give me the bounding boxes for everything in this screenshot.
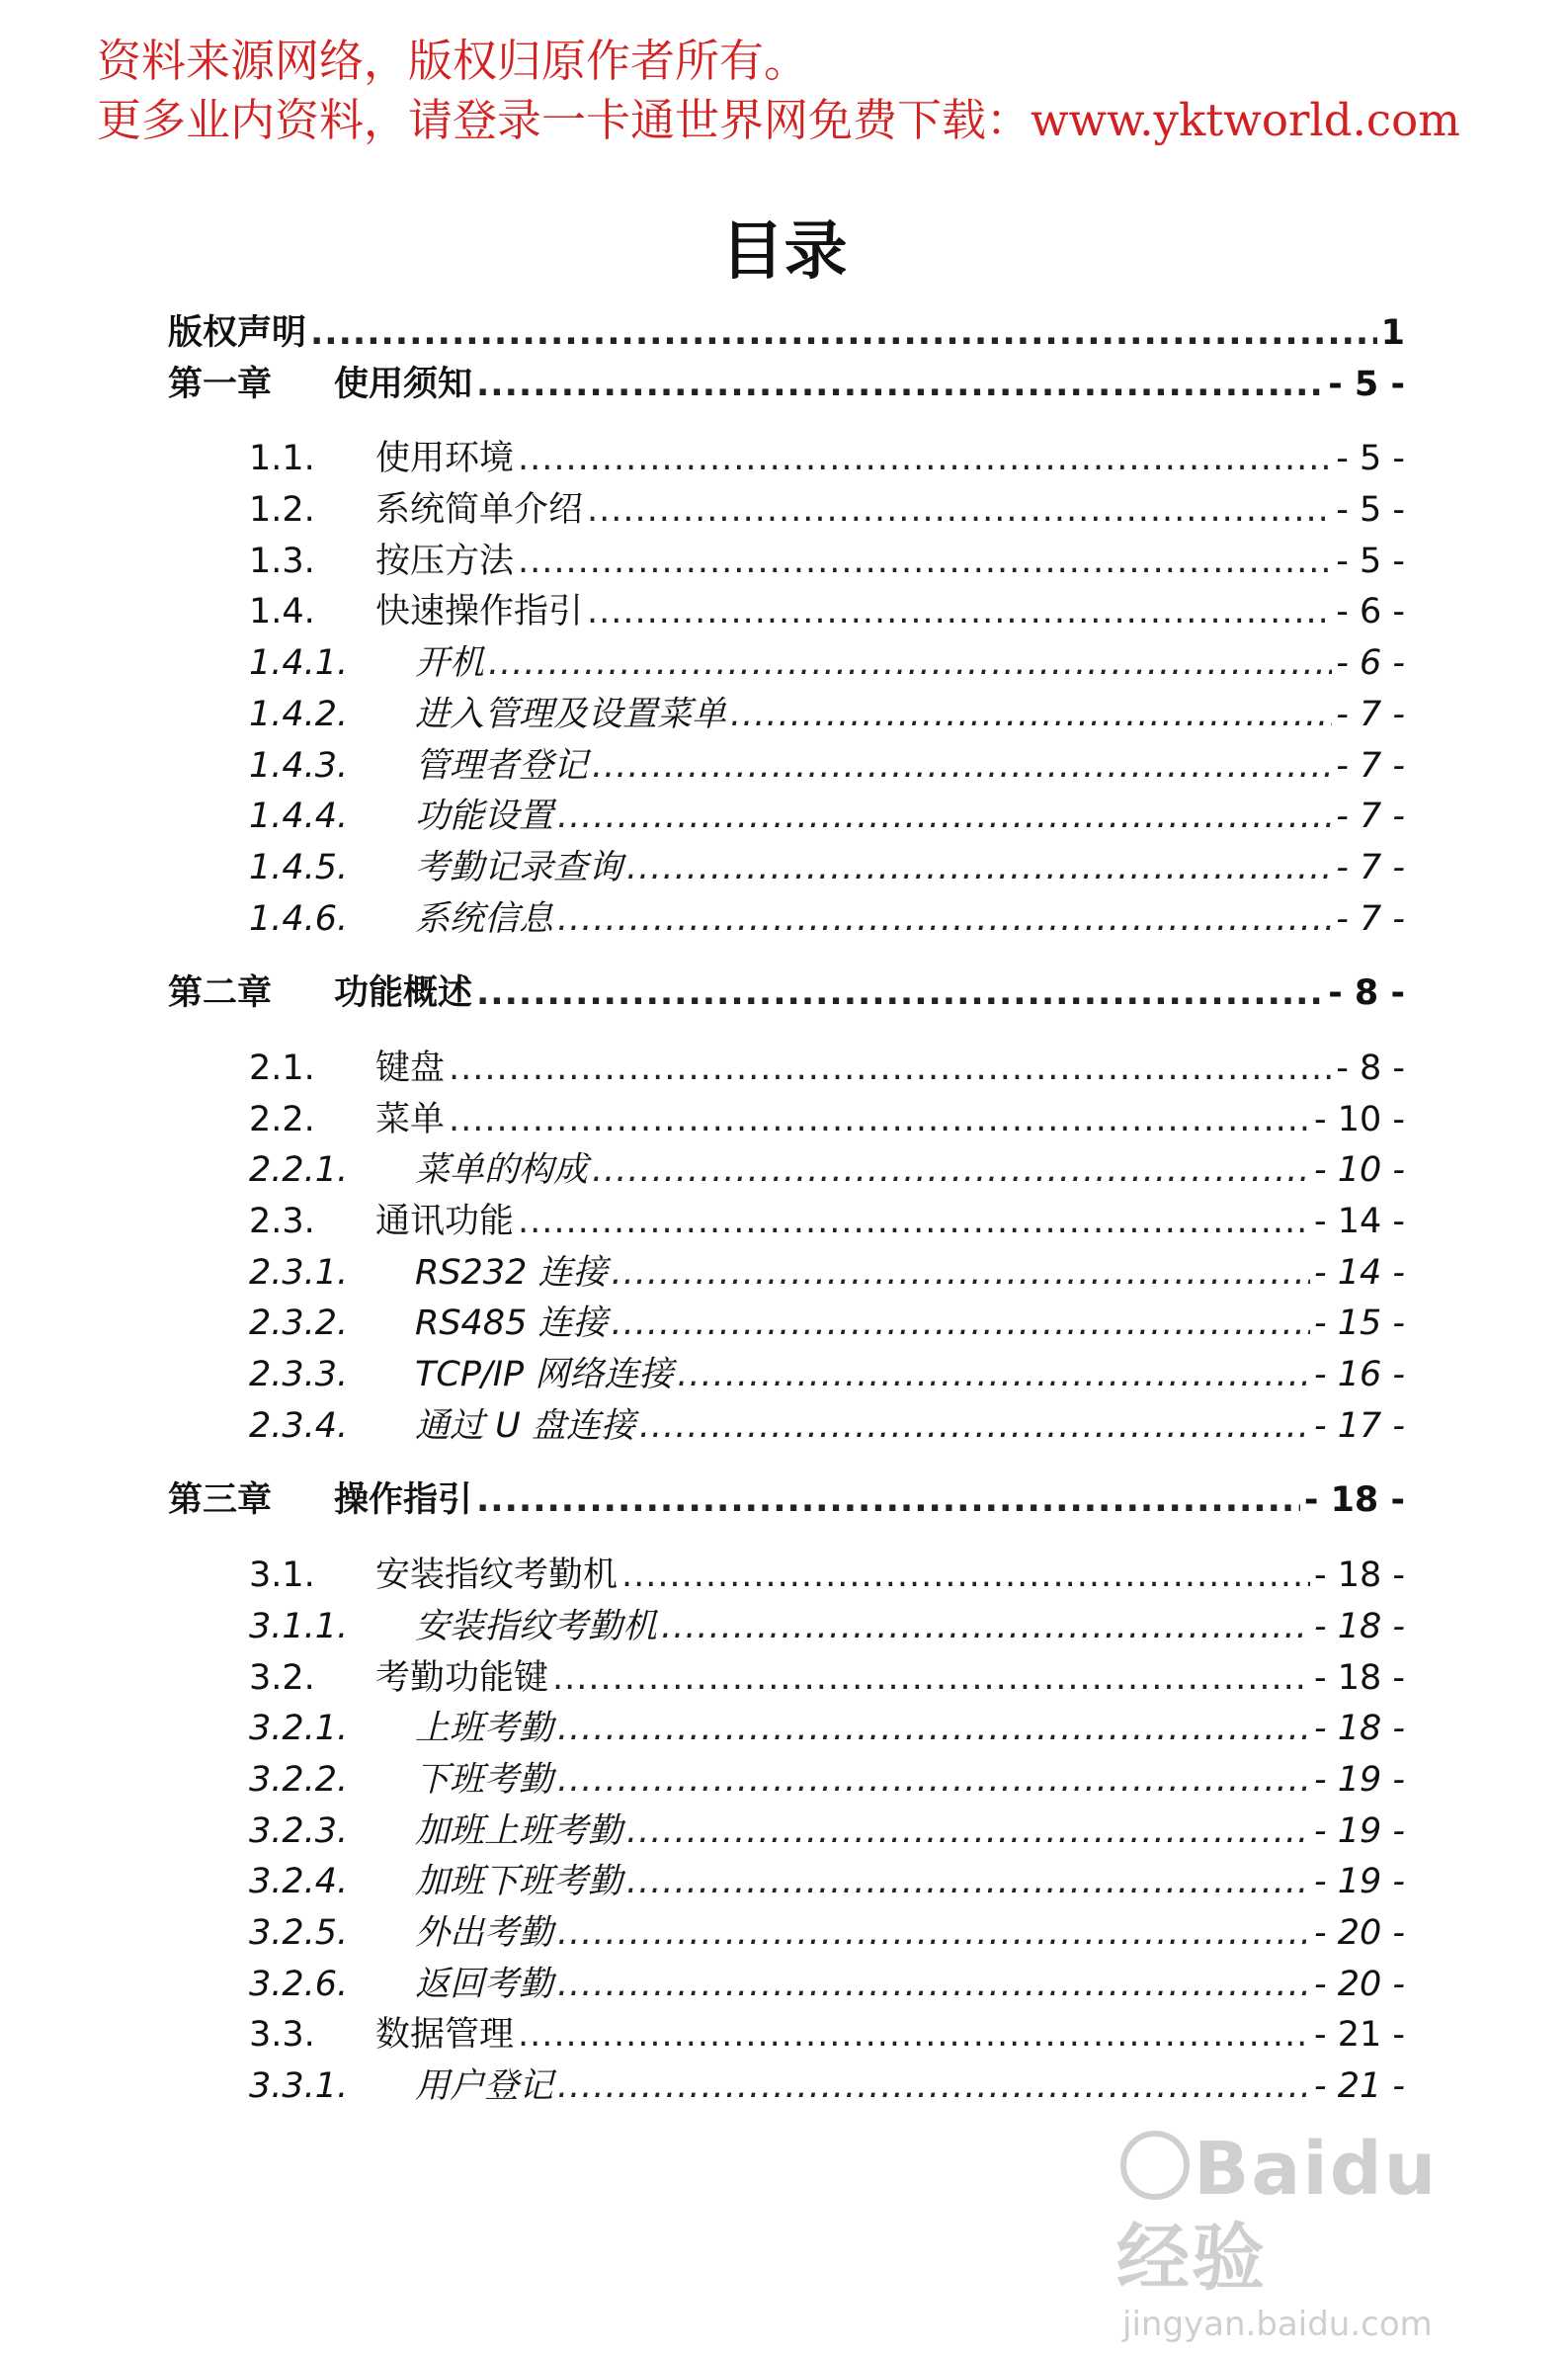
toc-entry[interactable] — [168, 1857, 1405, 1908]
toc-entry-number: 2.3.2. — [249, 1303, 349, 1344]
toc-entry-page: - 7 - — [1336, 745, 1405, 786]
toc-leader-dots — [310, 308, 1377, 360]
toc-entry-number: 第一章 — [168, 364, 273, 404]
toc-entry-page: - 18 - — [1313, 1555, 1405, 1596]
toc-entry-label: 菜单的构成 — [415, 1150, 589, 1191]
toc-entry-number: 3.1. — [249, 1555, 315, 1596]
toc-entry[interactable] — [168, 792, 1405, 843]
toc-leader-dots — [449, 1044, 1332, 1095]
toc-entry-label: 功能设置 — [415, 797, 554, 837]
toc-entry[interactable] — [168, 1095, 1405, 1146]
toc-entry-number: 1.4.4. — [249, 797, 349, 837]
toc-entry-page: - 7 - — [1336, 847, 1405, 887]
toc-entry-label: 功能概述 — [334, 973, 473, 1014]
toc-entry-page: - 19 - — [1313, 1810, 1405, 1851]
toc-entry[interactable] — [168, 1299, 1405, 1350]
toc-leader-dots — [626, 843, 1332, 894]
toc-entry[interactable] — [168, 1755, 1405, 1807]
toc-entry-page: 1 — [1380, 313, 1405, 353]
toc-entry-page: - 5 - — [1328, 364, 1405, 404]
toc-entry-number: 1.4. — [249, 592, 315, 632]
toc-entry-number: 3.1.1. — [249, 1606, 349, 1646]
toc-leader-dots — [592, 1145, 1310, 1197]
toc-entry-page: - 19 - — [1313, 1862, 1405, 1902]
toc-leader-dots — [518, 2010, 1310, 2061]
toc-entry[interactable] — [168, 1248, 1405, 1300]
source-notice — [97, 32, 1520, 150]
toc-entry-number: 1.4.6. — [249, 898, 349, 939]
toc-entry-number: 2.3.4. — [249, 1405, 349, 1446]
toc-entry[interactable] — [168, 1401, 1405, 1453]
toc-entry-number: 2.3. — [249, 1202, 315, 1241]
toc-entry[interactable] — [168, 1145, 1405, 1197]
toc-entry-page: - 6 - — [1336, 592, 1405, 632]
toc-entry-label: 按压方法 — [375, 541, 515, 581]
toc-entry-number: 2.1. — [249, 1048, 315, 1088]
toc-leader-dots — [518, 434, 1332, 485]
toc-entry-label: 返回考勤 — [415, 1964, 554, 2004]
toc-entry[interactable] — [168, 1044, 1405, 1095]
toc-entry[interactable] — [168, 1602, 1405, 1653]
toc-entry-label: 上班考勤 — [415, 1709, 554, 1749]
toc-leader-dots — [557, 792, 1332, 843]
toc-entry-page: - 21 - — [1313, 2066, 1405, 2106]
toc-entry-number: 1.2. — [249, 490, 315, 531]
toc-entry-page: - 10 - — [1313, 1099, 1405, 1139]
toc-entry-page: - 5 - — [1336, 439, 1405, 479]
toc-leader-dots — [626, 1857, 1310, 1908]
toc-entry-number: 2.2.1. — [249, 1150, 349, 1191]
toc-entry-number: 3.2.4. — [249, 1862, 349, 1902]
toc-entry-page: - 7 - — [1336, 797, 1405, 837]
toc-entry-label: 系统信息 — [415, 898, 554, 939]
toc-leader-dots — [626, 1807, 1310, 1858]
toc-entry-label: 下班考勤 — [415, 1759, 554, 1800]
toc-leader-dots — [557, 1960, 1310, 2011]
toc-entry[interactable] — [168, 968, 1405, 1020]
toc-entry-page: - 21 - — [1313, 2015, 1405, 2056]
toc-entry[interactable] — [168, 1551, 1405, 1602]
toc-entry-label: 菜单 — [375, 1099, 446, 1139]
toc-entry[interactable] — [168, 2010, 1405, 2061]
toc-entry[interactable] — [168, 741, 1405, 793]
toc-entry-page: - 16 - — [1313, 1355, 1405, 1395]
source-notice-line-1: 资料来源网络，版权归原作者所有。 — [97, 35, 809, 87]
toc-entry-page: - 17 - — [1313, 1405, 1405, 1446]
toc-entry-number: 3.2.1. — [249, 1709, 349, 1749]
toc-entry-label: 操作指引 — [334, 1480, 473, 1521]
toc-entry-number: 1.4.1. — [249, 643, 349, 684]
toc-entry-label: 外出考勤 — [415, 1912, 554, 1953]
toc-entry-label: 安装指纹考勤机 — [375, 1555, 619, 1596]
toc-entry-page: - 7 - — [1336, 694, 1405, 734]
toc-entry-label: RS232 连接 — [415, 1252, 608, 1293]
page-title: 目录 — [720, 215, 848, 289]
toc-entry-label: 安装指纹考勤机 — [415, 1606, 658, 1646]
toc-leader-dots — [730, 690, 1332, 741]
toc-entry-page: - 20 - — [1313, 1964, 1405, 2004]
toc-entry[interactable] — [168, 1475, 1405, 1527]
toc-entry-label: 进入管理及设置菜单 — [415, 694, 727, 734]
toc-leader-dots — [552, 1653, 1310, 1705]
toc-entry-label: 考勤记录查询 — [415, 847, 623, 887]
watermark-brand — [1116, 2125, 1482, 2303]
toc-entry-label: 加班下班考勤 — [415, 1862, 623, 1902]
toc-entry-label: 用户登记 — [415, 2066, 554, 2106]
toc-leader-dots — [476, 968, 1324, 1020]
toc-leader-dots — [557, 894, 1332, 946]
toc-entry[interactable] — [168, 308, 1405, 360]
toc-entry-page: - 18 - — [1313, 1657, 1405, 1698]
toc-entry-number: 第三章 — [168, 1480, 273, 1521]
toc-entry[interactable] — [168, 360, 1405, 411]
toc-entry-label: RS485 连接 — [415, 1303, 608, 1344]
table-of-contents — [168, 308, 1405, 2113]
toc-entry[interactable] — [168, 587, 1405, 638]
toc-entry-page: - 20 - — [1313, 1912, 1405, 1953]
toc-leader-dots — [476, 360, 1324, 411]
baidu-jingyan-watermark — [1116, 2125, 1482, 2344]
toc-leader-dots — [639, 1401, 1310, 1453]
toc-leader-dots — [518, 1197, 1310, 1248]
toc-entry[interactable] — [168, 1807, 1405, 1858]
toc-leader-dots — [621, 1551, 1310, 1602]
toc-entry-label: 数据管理 — [375, 2015, 515, 2056]
toc-entry-label: 开机 — [415, 643, 485, 684]
toc-leader-dots — [557, 2061, 1310, 2113]
toc-entry-number: 第二章 — [168, 973, 273, 1014]
toc-entry-number: 3.3. — [249, 2015, 315, 2056]
toc-entry-page: - 18 - — [1313, 1606, 1405, 1646]
toc-entry-number: 1.4.2. — [249, 694, 349, 734]
toc-entry-label: 考勤功能键 — [375, 1657, 549, 1698]
toc-entry-page: - 7 - — [1336, 898, 1405, 939]
toc-leader-dots — [587, 587, 1332, 638]
toc-entry-page: - 5 - — [1336, 490, 1405, 531]
toc-entry[interactable] — [168, 690, 1405, 741]
toc-entry-page: - 14 - — [1313, 1202, 1405, 1241]
toc-entry-number: 3.2. — [249, 1657, 315, 1698]
toc-entry[interactable] — [168, 894, 1405, 946]
toc-leader-dots — [557, 1704, 1310, 1755]
toc-leader-dots — [557, 1908, 1310, 1960]
toc-entry[interactable] — [168, 1908, 1405, 1960]
toc-entry-page: - 5 - — [1336, 541, 1405, 581]
toc-entry[interactable] — [168, 1653, 1405, 1705]
toc-entry-number: 3.3.1. — [249, 2066, 349, 2106]
toc-entry-label: 使用环境 — [375, 439, 515, 479]
toc-entry-page: - 8 - — [1328, 973, 1405, 1014]
toc-entry-number: 2.2. — [249, 1099, 315, 1139]
toc-entry-number: 1.1. — [249, 439, 315, 479]
toc-entry-number: 3.2.6. — [249, 1964, 349, 2004]
toc-entry-label: TCP/IP 网络连接 — [415, 1355, 674, 1395]
toc-entry-page: - 14 - — [1313, 1252, 1405, 1293]
toc-leader-dots — [587, 485, 1332, 537]
toc-entry-page: - 18 - — [1313, 1709, 1405, 1749]
toc-leader-dots — [518, 537, 1332, 588]
toc-entry[interactable] — [168, 1197, 1405, 1248]
toc-entry[interactable] — [168, 485, 1405, 537]
toc-entry[interactable] — [168, 843, 1405, 894]
toc-leader-dots — [557, 1755, 1310, 1807]
toc-leader-dots — [677, 1350, 1310, 1401]
toc-entry-label: 管理者登记 — [415, 745, 589, 786]
toc-entry-label: 快速操作指引 — [375, 592, 584, 632]
toc-leader-dots — [592, 741, 1332, 793]
toc-entry-number: 1.4.5. — [249, 847, 349, 887]
toc-entry[interactable] — [168, 1704, 1405, 1755]
watermark-url: jingyan.baidu.com — [1122, 2305, 1433, 2344]
toc-leader-dots — [476, 1475, 1300, 1527]
toc-entry[interactable] — [168, 537, 1405, 588]
toc-entry-label: 键盘 — [375, 1048, 446, 1088]
source-notice-line-2: 更多业内资料，请登录一卡通世界网免费下载：www.yktworld.com — [97, 94, 1460, 146]
toc-entry-number: 2.3.3. — [249, 1355, 349, 1395]
toc-entry-label: 使用须知 — [334, 364, 473, 404]
toc-entry-number: 3.2.5. — [249, 1912, 349, 1953]
toc-entry-number: 3.2.3. — [249, 1810, 349, 1851]
toc-entry-number: 1.3. — [249, 541, 315, 581]
toc-entry-label: 加班上班考勤 — [415, 1810, 623, 1851]
toc-entry-number: 2.3.1. — [249, 1252, 349, 1293]
toc-leader-dots — [661, 1602, 1310, 1653]
toc-leader-dots — [488, 638, 1332, 690]
toc-entry[interactable] — [168, 1960, 1405, 2011]
toc-entry-number: 3.2.2. — [249, 1759, 349, 1800]
toc-leader-dots — [611, 1299, 1309, 1350]
toc-entry-page: - 10 - — [1313, 1150, 1405, 1191]
watermark-brand-text: Baidu经验 — [1116, 2127, 1439, 2301]
toc-entry-label: 通过 U 盘连接 — [415, 1405, 635, 1446]
toc-entry-page: - 6 - — [1336, 643, 1405, 684]
toc-entry-page: - 8 - — [1336, 1048, 1405, 1088]
toc-entry-number: 1.4.3. — [249, 745, 349, 786]
baidu-paw-icon — [1120, 2131, 1190, 2200]
toc-leader-dots — [449, 1095, 1310, 1146]
toc-entry-page: - 19 - — [1313, 1759, 1405, 1800]
toc-entry-label: 版权声明 — [168, 313, 307, 353]
toc-leader-dots — [611, 1248, 1309, 1300]
toc-entry-label: 系统简单介绍 — [375, 490, 584, 531]
toc-entry-page: - 18 - — [1303, 1480, 1405, 1521]
toc-entry[interactable] — [168, 1350, 1405, 1401]
toc-entry[interactable] — [168, 2061, 1405, 2113]
toc-entry[interactable] — [168, 638, 1405, 690]
toc-entry-page: - 15 - — [1313, 1303, 1405, 1344]
toc-entry-label: 通讯功能 — [375, 1202, 515, 1241]
toc-entry[interactable] — [168, 434, 1405, 485]
